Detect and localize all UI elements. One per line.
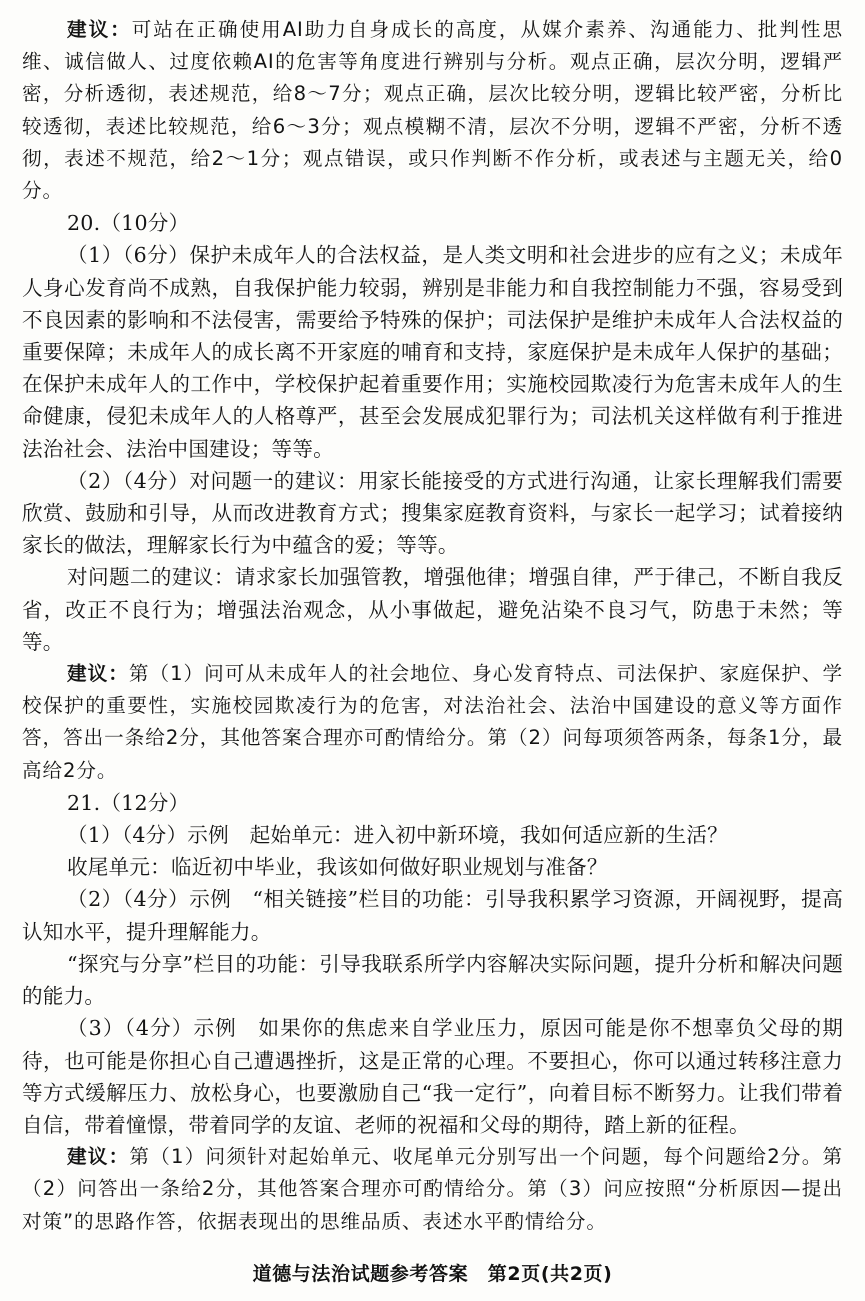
question-21-heading: 21.（12分） [67, 790, 190, 815]
answer-21-part-2-links: （2）（4分）示例 “相关链接”栏目的功能：引导我积累学习资源，开阔视野，提高认知水平，提升理解能力。 [22, 887, 843, 944]
note-text: 第（1）问可从未成年人的社会地位、身心发育特点、司法保护、家庭保护、学校保护的重要性，实施校园欺凌行为的危害，对法治社会、法治中国建设的意义等方面作答，答出一条给2分，其他答案合理亦可酌情给分。第（2）问每项须答两条，每条1分，最高给2分。 [22, 662, 844, 782]
note-label: 建议： [67, 18, 132, 41]
answer-20-part-2-issue-1: （2）（4分）对问题一的建议：用家长能接受的方式进行沟通，让家长理解我们需要欣赏、鼓励和引导，从而改进教育方式；搜集家庭教育资料，与家长一起学习；试着接纳家长的做法，理解家长行为中蕴含的爱；等等。 [22, 468, 843, 558]
answer-20-part-2-issue-2: 对问题二的建议：请求家长加强管教，增强他律；增强自律，严于律己，不断自我反省，改正不良行为；增强法治观念，从小事做起，避免沾染不良习气，防患于未然；等等。 [22, 565, 843, 654]
note-label: 建议： [67, 1145, 130, 1169]
scoring-note-q20 [22, 658, 843, 787]
note-text: 可站在正确使用AI助力自身成长的高度，从媒介素养、沟通能力、批判性思维、诚信做人、过度依赖AI的危害等角度进行辨别与分析。观点正确，层次分明，逻辑严密，分析透彻，表述规范，给8～7分；观点正确，层次比较分明，逻辑比较严密，分析比较透彻，表述比较规范，给6～3分；观点模糊不清，层次不分明，逻辑不严密，分析不透彻，表述不规范，给2～1分；观点错误，或只作判断不作分析，或表述与主题无关，给0分。 [22, 18, 843, 203]
answer-21-part-1-end: 收尾单元：临近初中毕业，我该如何做好职业规划与准备？ [67, 855, 608, 880]
question-20-heading: 20.（10分） [67, 211, 190, 236]
note-label: 建议： [67, 662, 129, 686]
answer-20-part-1: （1）（6分）保护未成年人的合法权益，是人类文明和社会进步的应有之义；未成年人身心发育尚不成熟，自我保护能力较弱，辨别是非能力和自我控制能力不强，容易受到不良因素的影响和不法侵害，需要给予特殊的保护；司法保护是维护未成年人合法权益的重要保障；未成年人的成长离不开家庭的哺育和支持，家庭保护是未成年人保护的基础；在保护未成年人的工作中，学校保护起着重要作用；实施校园欺凌行为危害未成年人的生命健康，侵犯未成年人的人格尊严，甚至会发展成犯罪行为；司法机关这样做有利于推进法治社会、法治中国建设；等等。 [22, 243, 843, 461]
scoring-note-q21 [22, 1141, 843, 1238]
note-text: 第（1）问须针对起始单元、收尾单元分别写出一个问题，每个问题给2分。第（2）问答出一条给2分，其他答案合理亦可酌情给分。第（3）问应按照“分析原因—提出对策”的思路作答，依据表现出的思维品质、表述水平酌情给分。 [22, 1145, 843, 1233]
answer-21-part-3: （3）（4分）示例 如果你的焦虑来自学业压力，原因可能是你不想辜负父母的期待，也可能是你担心自己遭遇挫折，这是正常的心理。不要担心，你可以通过转移注意力等方式缓解压力、放松身心，也要激励自己“我一定行”，向着目标不断努力。让我们带着自信，带着憧憬，带着同学的友谊、老师的祝福和父母的期待，踏上新的征程。 [22, 1016, 843, 1137]
answer-21-part-1-start: （1）（4分）示例 起始单元：进入初中新环境，我如何适应新的生活？ [67, 823, 728, 848]
page-footer: 道德与法治试题参考答案 第2页(共2页) [252, 1263, 613, 1285]
scoring-note-q19 [22, 14, 843, 207]
answer-21-part-2-explore: “探究与分享”栏目的功能：引导我联系所学内容解决实际问题，提升分析和解决问题的能力。 [22, 951, 843, 1009]
